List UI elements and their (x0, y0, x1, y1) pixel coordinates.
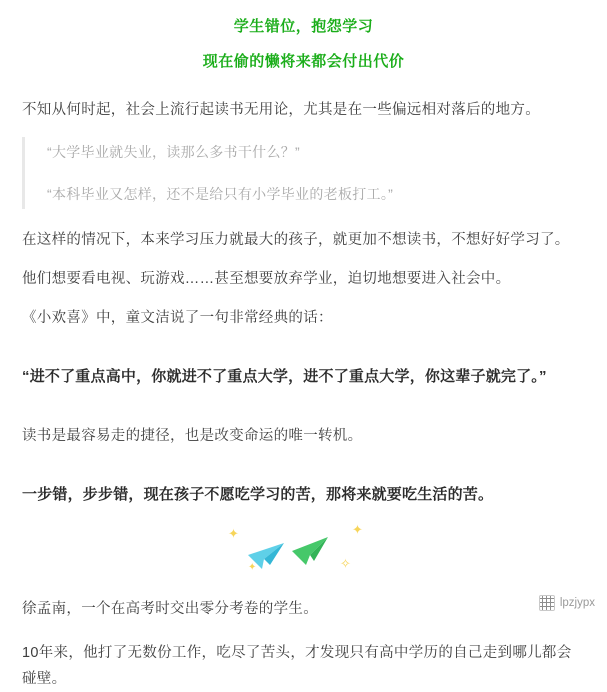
paragraph-quote-lead: 《小欢喜》中，童文洁说了一句非常经典的话： (22, 310, 333, 326)
page-title-primary: 学生错位，抱怨学习 (233, 18, 374, 35)
quote-2: “本科毕业又怎样，还不是给只有小学毕业的老板打工。” (47, 186, 394, 202)
sparkle-icon: ✧ (340, 556, 351, 571)
paragraph-shortcut: 读书是最容易走的捷径，也是改变命运的唯一转机。 (22, 428, 363, 444)
spacer (22, 253, 585, 266)
quote-group (22, 137, 585, 209)
decorative-divider (22, 523, 585, 583)
spacer (22, 449, 585, 467)
paragraph-distraction: 他们想要看电视、玩游戏……甚至想要放弃学业，迫切地想要进入社会中。 (22, 271, 511, 287)
paragraph-xumengnan: 徐孟南，一个在高考时交出零分考卷的学生。 (22, 601, 318, 617)
spacer (22, 292, 585, 305)
account-name: lpzjypx (559, 597, 595, 609)
sparkle-icon: ✦ (352, 522, 363, 537)
qr-code-icon[interactable] (539, 595, 555, 611)
spacer (22, 405, 585, 423)
spacer (25, 165, 585, 181)
spacer (22, 583, 585, 596)
sparkle-icon: ✦ (248, 562, 257, 573)
account-badge[interactable] (539, 595, 595, 611)
quote-1: “大学毕业就失业，读那么多书干什么？” (47, 144, 301, 160)
emphasis-bitterness-line: 一步错，步步错，现在孩子不愿吃学习的苦，那将来就要吃生活的苦。 (22, 486, 494, 503)
spacer (22, 73, 585, 97)
spacer (22, 209, 585, 227)
spacer (22, 331, 585, 349)
paragraph-intro: 不知从何时起，社会上流行起读书无用论，尤其是在一些偏远相对落后的地方。 (22, 102, 540, 118)
page-title-secondary: 现在偷的懒将来都会付出代价 (202, 53, 405, 70)
paragraph-ten-years: 10年来，他打了无数份工作，吃尽了苦头，才发现只有高中学历的自己走到哪儿都会碰壁。 (22, 645, 572, 687)
sparkle-icon: ✦ (228, 526, 239, 541)
paper-plane-icon (240, 525, 360, 581)
spacer (22, 622, 585, 640)
emphasis-quote-line: “进不了重点高中，你就进不了重点大学，进不了重点大学，你这辈子就完了。” (22, 368, 547, 385)
paragraph-pressure: 在这样的情况下，本来学习压力就最大的孩子，就更加不想读书，不想好好学习了。 (22, 232, 570, 248)
